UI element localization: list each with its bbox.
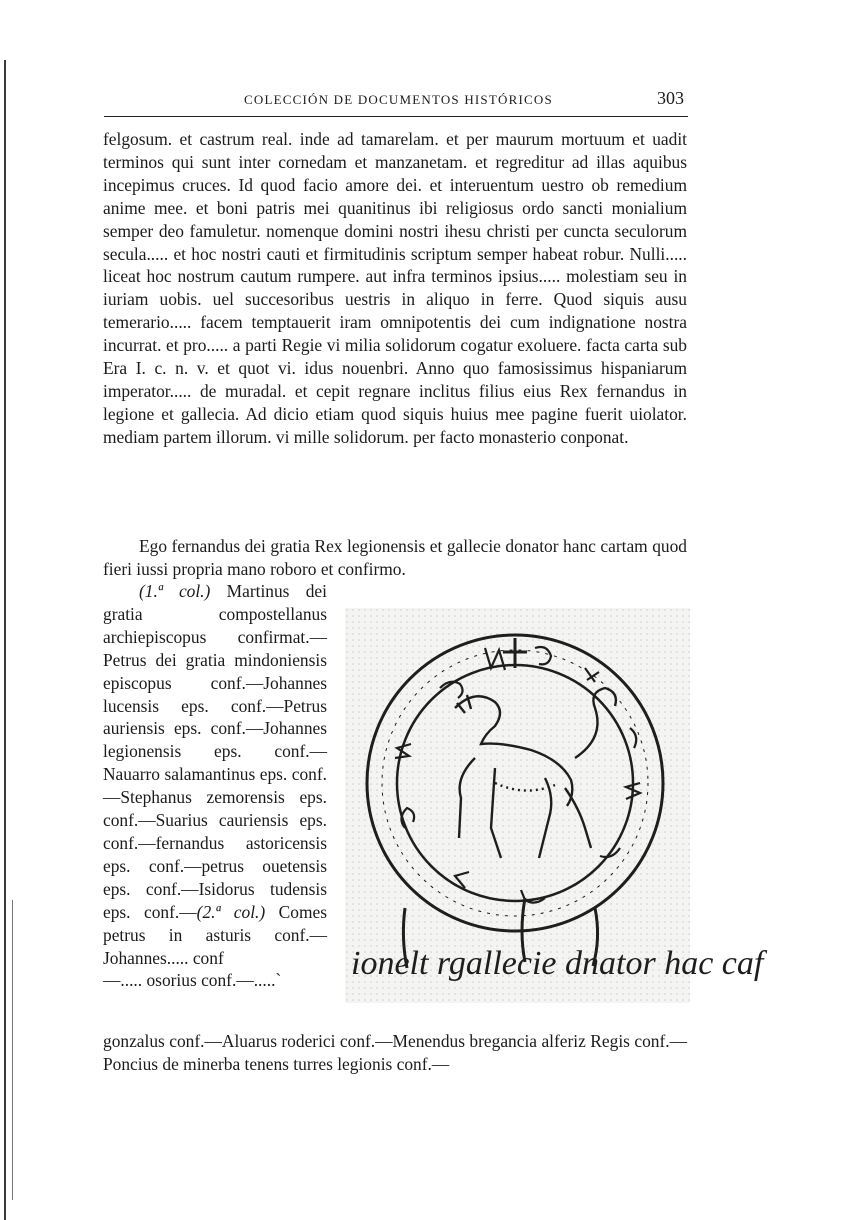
column-1-marker: (1.ª col.) [139,581,211,601]
binding-edge-line [4,60,6,1220]
column-2-marker: (2.ª col.) [196,901,266,922]
rota-seal-drawing [345,608,764,1003]
main-paragraph [103,128,687,449]
confirmants-text [103,580,327,969]
ego-paragraph-text: Ego fernandus dei gratia Rex legionensis et gallecie donator hanc cartam quod fieri iussi propria mano roboro et confirmo. [103,536,687,579]
rota-seal-figure [345,608,764,1003]
main-paragraph-text: felgosum. et castrum real. inde ad tamarelam. et per maurum mortuum et uadit terminos qui sunt inter cornedam et manzanetam. et regreditur ad illas aquibus incepimus cruces. Id quod facio amore dei. et interuentum uestro ob remedium anime mee. et boni patris mei quanitinus ibi religiosus ordo sancti monialium semper deo famuletur. nomenque domini nostri ihesu christi per cuncta seculorum secula..... et hoc nostri cauti et firmitudinis scriptum semper habeat robur. Nulli..... liceat hoc nostrum cautum rumpere. aut infra terminos ipsius..... molestiam seu in iuriam uobis. uel succesoribus uestris in aliquo in ferre. Quod siquis ausu temerario..... facem temptauerit iram omnipotentis dei cum indignatione nostra incurrat. et pro..... a parti Regie vi milia solidorum cogatur exoluere. facta carta sub Era I. c. n. v. et quot vi. idus nouenbri. Anno quo famosissimus hispaniarum imperator..... de muradal. et cepit regnare inclitus filius eius Rex fernandus in legione et gallecia. Ad dicio etiam quod siquis huius mee pagine fuerit uiolator. mediam partem illorum. vi mille solidorum. per facto monasterio conponat. [103,129,687,447]
ego-paragraph [103,535,687,581]
running-title: COLECCIÓN DE DOCUMENTOS HISTÓRICOS [244,92,553,107]
binding-edge-line-secondary [12,900,13,1200]
bottom-paragraph-text: gonzalus conf.—Aluarus roderici conf.—Menendus bregancia alferiz Regis conf.—Poncius de minerba tenens turres legionis conf.— [103,1031,687,1074]
confirmants-column [103,580,327,992]
bottom-paragraph [103,1030,687,1076]
page-header [104,90,688,117]
seal-script-bottom: ionelt rgallecie dnator hac caf [351,945,764,982]
page-number: 303 [657,88,684,108]
column-1-text: Martinus dei gratia compostellanus archiepiscopus confirmat.—Petrus dei gratia mindoniensis episcopus conf.—Johannes lucensis eps. conf.—Petrus auriensis eps. conf.—Johannes legionensis eps. conf.—Nauarro salamantinus eps. conf.—Stephanus zemorensis eps. conf.—Suarius cauriensis eps. conf.—fernandus astoricensis eps. conf.—petrus ouetensis eps. conf.—Isidorus tudensis eps. conf.— [103,581,327,922]
column-2-tail: —..... osorius conf.—.....` [103,970,282,991]
column-2-text: Comes petrus in asturis conf.—Johannes..... conf [103,901,327,968]
